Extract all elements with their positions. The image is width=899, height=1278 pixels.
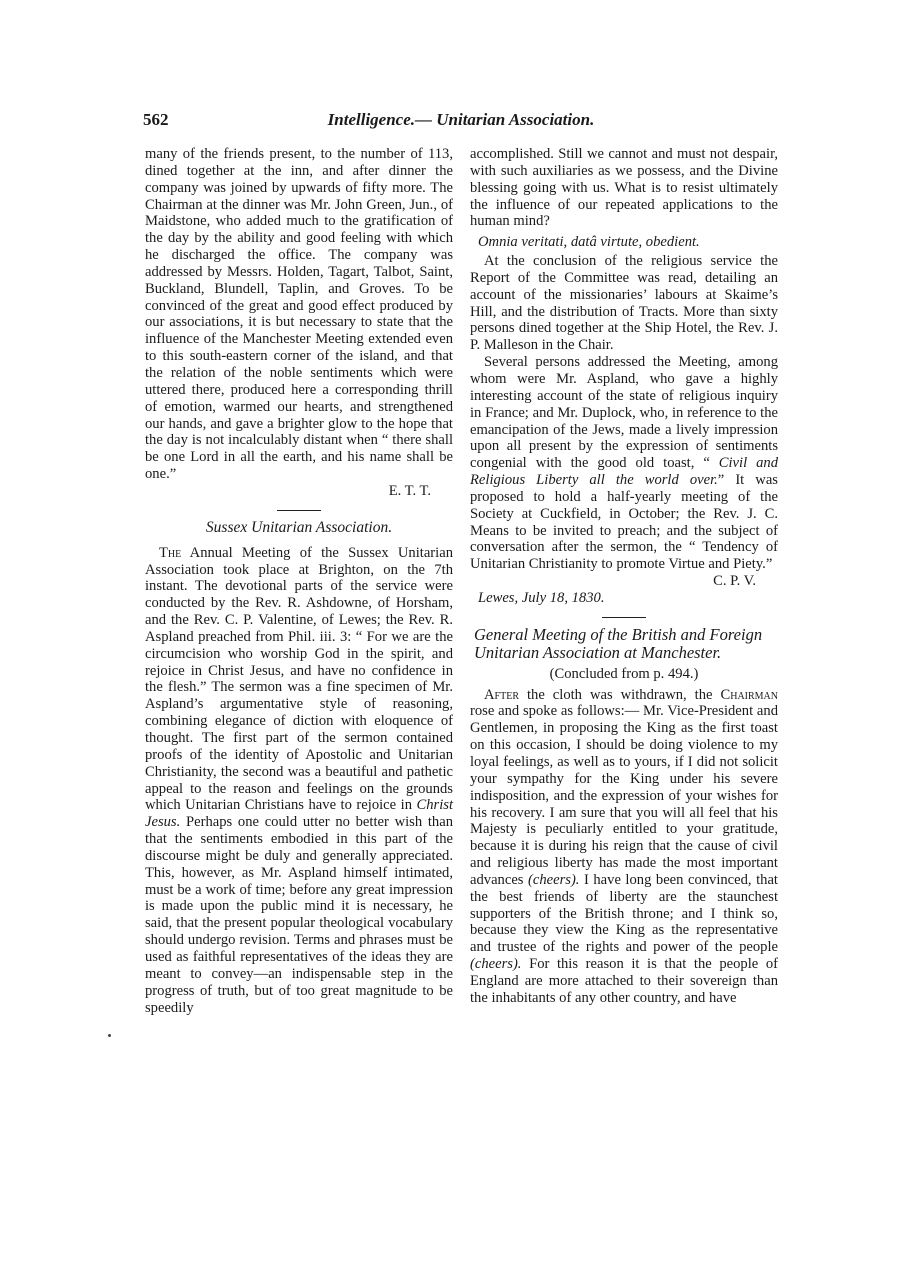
- drop-lead-the: The: [159, 544, 182, 561]
- left-column: [145, 146, 453, 1016]
- signature-ett: E. T. T.: [388, 482, 431, 499]
- paragraph-continued: accomplished. Still we cannot and must not despair, with such auxiliaries as we possess, and the Divine blessing going with us. What is to resist ultimately the influence of our repeated applications to the human mind?: [470, 146, 778, 230]
- paragraph-sussex-meeting: [145, 545, 453, 1017]
- page-header: [143, 110, 779, 134]
- drop-lead-after: After: [484, 686, 519, 703]
- section-divider-2: [602, 617, 646, 618]
- signature-cpv: C. P. V.: [713, 573, 756, 590]
- sussex-heading: Sussex Unitarian Association.: [205, 518, 393, 536]
- paragraph-several-persons: [470, 354, 778, 573]
- dateline: Lewes, July 18, 1830.: [478, 589, 605, 606]
- paragraph-conclusion: At the conclusion of the religious service the Report of the Committee was read, detailing an account of the missionaries’ labours at Skaime’s Hill, and the distribution of Tracts. More than sixty persons dined together at the Ship Hotel, the Rev. J. P. Malleson in the Chair.: [470, 253, 778, 354]
- sussex-italic-christ-jesus: Christ Jesus.: [145, 797, 453, 831]
- concluded-note: (Concluded from p. 494.): [549, 665, 699, 682]
- latin-motto: Omnia veritati, datâ virtute, obedient.: [478, 234, 700, 251]
- sussex-text-2: Perhaps one could utter no better wish than that the sentiments embodied in this part of the discourse might be duly and generally appreciated. This, however, as Mr. Aspland himself intimated, must be a work of time; before any great impression is made upon the public mind it is necessary, he said, that the present popular theological vocabulary should undergo revision. Terms and phrases must be used as faithful representatives of the ideas they are meant to convey—an indispensable step in the progress of truth, but of too great magnitude to be speedily: [145, 814, 453, 1016]
- running-head: Intelligence.— Unitarian Association.: [327, 110, 595, 129]
- after-text-mid: the cloth was withdrawn, the: [519, 686, 721, 703]
- several-text-1: Several persons addressed the Meeting, among whom were Mr. Aspland, who gave a highly interesting account of the state of religious inquiry in France; and Mr. Duplock, who, in reference to the emancipation of the Jews, made a lively impression upon all present by the expression of sentiments congenial with the good old toast, “: [470, 354, 778, 472]
- cheers-italic-1: (cheers).: [528, 871, 580, 888]
- section-divider: [277, 510, 321, 511]
- paragraph-dinner: many of the friends present, to the number of 113, dined together at the inn, and after dinner the company was joined by upwards of fifty more. The Chairman at the dinner was Mr. John Green, Jun., of Maidstone, who added much to the gratification of the day by the ability and good feeling with which he discharged the office. The company was addressed by Messrs. Holden, Tagart, Talbot, Saint, Buckland, Blundell, Taplin, and Groves. To be convinced of the great and good effect produced by our associations, it is but necessary to state that the influence of the Manchester Meeting extended even to this south-eastern corner of the island, and that the relation of the noble sentiments which were uttered there, produced here a corresponding thrill of emotion, warmed our hearts, and strengthened our hands, and gave a brighter glow to the hope that the day is not incalculably distant when “ there shall be one Lord in all the earth, and his name shall be one.”: [145, 146, 453, 483]
- page-number: 562: [143, 110, 169, 129]
- right-column: [470, 146, 778, 1007]
- toast-italic: Civil and Religious Liberty all the world over.: [470, 455, 778, 489]
- after-text-3: For this reason it is that the people of England are more attached to their sovereign than the inhabitants of any other country, and have: [470, 956, 778, 1006]
- several-text-2: ” It was proposed to hold a half-yearly meeting of the Society at Cuckfield, in October; the Rev. J. C. Means to be invited to preach; and the subject of conversation after the sermon, the “ Tendency of Unitarian Christianity to promote Virtue and Piety.”: [470, 472, 778, 573]
- cheers-italic-2: (cheers).: [470, 956, 522, 973]
- sussex-text-1: Annual Meeting of the Sussex Unitarian Association took place at Brighton, on the 7th instant. The devotional parts of the service were conducted by the Rev. R. Ashdowne, of Horsham, and the Rev. C. P. Valentine, of Lewes; the Rev. R. Aspland preached from Phil. iii. 3: “ For we are the circumcision who worship God in the spirit, and rejoice in Christ Jesus, and have no confidence in the flesh.” The sermon was a fine specimen of Mr. Aspland’s argumentative style of reasoning, combining elegance of diction with eloquence of thought. The first part of the sermon contained proofs of the identity of Apostolic and Unitarian Christianity, the second was a beautiful and pathetic appeal to the reason and feelings on the grounds which Unitarian Christians have to rejoice in: [145, 544, 453, 814]
- chairman-smallcaps: Chairman: [720, 686, 778, 703]
- paragraph-chairman-speech: [470, 687, 778, 1007]
- after-text-2: I have long been convinced, that the best friends of liberty are the staunchest supporters of the British throne; and I think so, because they view the King as the representative and trustee of the rights and power of the people: [470, 871, 778, 956]
- general-meeting-heading: General Meeting of the British and Foreign Unitarian Association at Manchester.: [474, 624, 763, 662]
- margin-speck: [108, 1034, 111, 1037]
- after-text-1: rose and spoke as follows:— Mr. Vice-President and Gentlemen, in proposing the King as the first toast on this occasion, I should be doing violence to my loyal feelings, as well as to yours, if I did not solicit your sympathy for the King under his severe indisposition, and the expression of your wishes for his recovery. I am sure that you will all feel that his Majesty is peculiarly entitled to your gratitude, because it is during his reign that the cause of civil and religious liberty has made the most important advances: [470, 703, 778, 888]
